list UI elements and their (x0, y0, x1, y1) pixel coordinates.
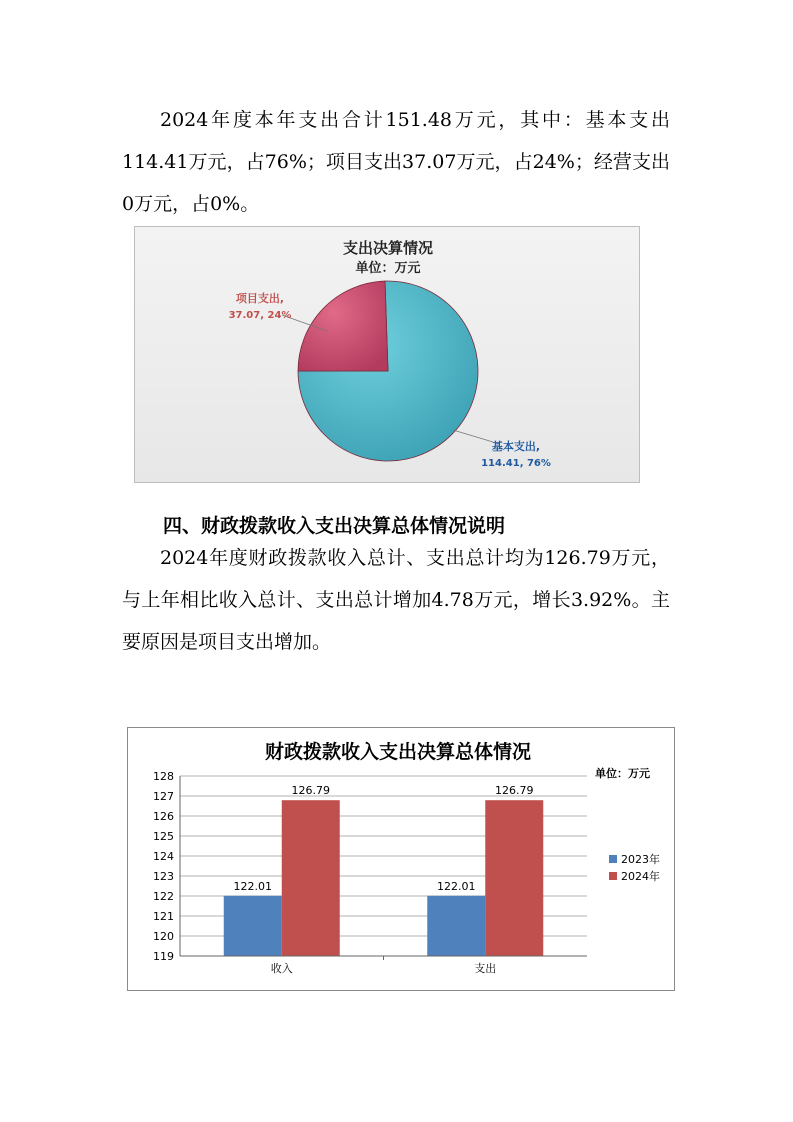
basic-leader-line (453, 430, 493, 442)
bar-chart-unit: 单位：万元 (595, 767, 650, 780)
paragraph-appropriation-summary: 2024年度财政拨款收入总计、支出总计均为126.79万元，与上年相比收入总计、支出总计增加4.78万元，增长3.92%。主要原因是项目支出增加。 (122, 547, 670, 653)
y-tick-label: 120 (153, 930, 174, 943)
y-tick-label: 127 (153, 790, 174, 803)
bar-chart-title: 财政拨款收入支出决算总体情况 (264, 741, 532, 763)
bar-value-label: 126.79 (495, 784, 534, 798)
paragraph-expenditure-summary: 2024年度本年支出合计151.48万元，其中：基本支出114.41万元，占76%；项目支出37.07万元，占24%；经营支出0万元，占0%。 (122, 109, 670, 215)
pie-slice-project (298, 281, 388, 371)
x-category-label: 收入 (270, 962, 293, 975)
pie-label-basic-name: 基本支出, (491, 440, 541, 453)
bar-2024-0 (282, 800, 340, 956)
y-tick-label: 128 (153, 770, 174, 783)
pie-label-project-name: 项目支出, (235, 292, 285, 305)
y-tick-label: 124 (153, 850, 174, 863)
pie-label-project-value: 37.07, 24% (228, 310, 292, 321)
appropriation-bar-chart (127, 727, 675, 991)
bar-value-label: 122.01 (233, 879, 272, 893)
y-tick-label: 122 (153, 890, 174, 903)
y-tick-label: 125 (153, 830, 174, 843)
legend-label: 2024年 (621, 870, 660, 883)
pie-chart-title: 支出决算情况 (342, 239, 434, 257)
bar-2024-1 (485, 800, 543, 956)
pie-chart-subtitle: 单位：万元 (355, 261, 421, 276)
pie-chart-svg (135, 227, 641, 484)
legend-swatch (609, 872, 617, 880)
y-tick-label: 119 (153, 950, 174, 963)
bar-chart-svg (128, 728, 676, 992)
pie-label-basic-value: 114.41, 76% (481, 458, 551, 469)
y-tick-label: 123 (153, 870, 174, 883)
expenditure-pie-chart (134, 226, 640, 483)
section-heading: 四、财政拨款收入支出决算总体情况说明 (163, 515, 506, 537)
x-category-label: 支出 (474, 962, 497, 975)
legend-label: 2023年 (621, 853, 660, 866)
y-tick-label: 121 (153, 910, 174, 923)
bar-2023-0 (224, 896, 282, 956)
bar-value-label: 126.79 (291, 784, 330, 798)
y-tick-label: 126 (153, 810, 174, 823)
bar-2023-1 (427, 896, 485, 956)
bar-value-label: 122.01 (437, 879, 476, 893)
legend-swatch (609, 855, 617, 863)
